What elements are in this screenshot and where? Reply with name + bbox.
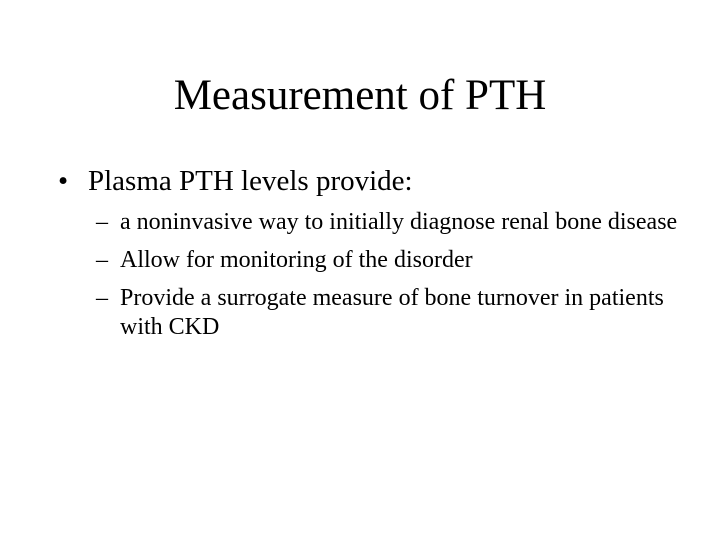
bullet-text: Plasma PTH levels provide: — [88, 165, 413, 197]
sub-bullet-text: a noninvasive way to initially diagnose renal bone disease — [120, 209, 678, 235]
slide-title: Measurement of PTH — [173, 72, 547, 119]
sub-bullet-item — [96, 208, 696, 237]
sub-bullet-text: Allow for monitoring of the disorder — [120, 247, 473, 273]
sub-bullet-item — [96, 284, 696, 342]
dash-marker: – — [96, 247, 108, 273]
sub-bullet-item — [96, 246, 696, 275]
bullet-marker: • — [58, 165, 69, 197]
dash-marker: – — [96, 209, 108, 235]
dash-marker: – — [96, 285, 108, 311]
sub-bullet-list — [96, 208, 696, 351]
sub-bullet-text: Provide a surrogate measure of bone turnover in patients with CKD — [120, 285, 664, 340]
